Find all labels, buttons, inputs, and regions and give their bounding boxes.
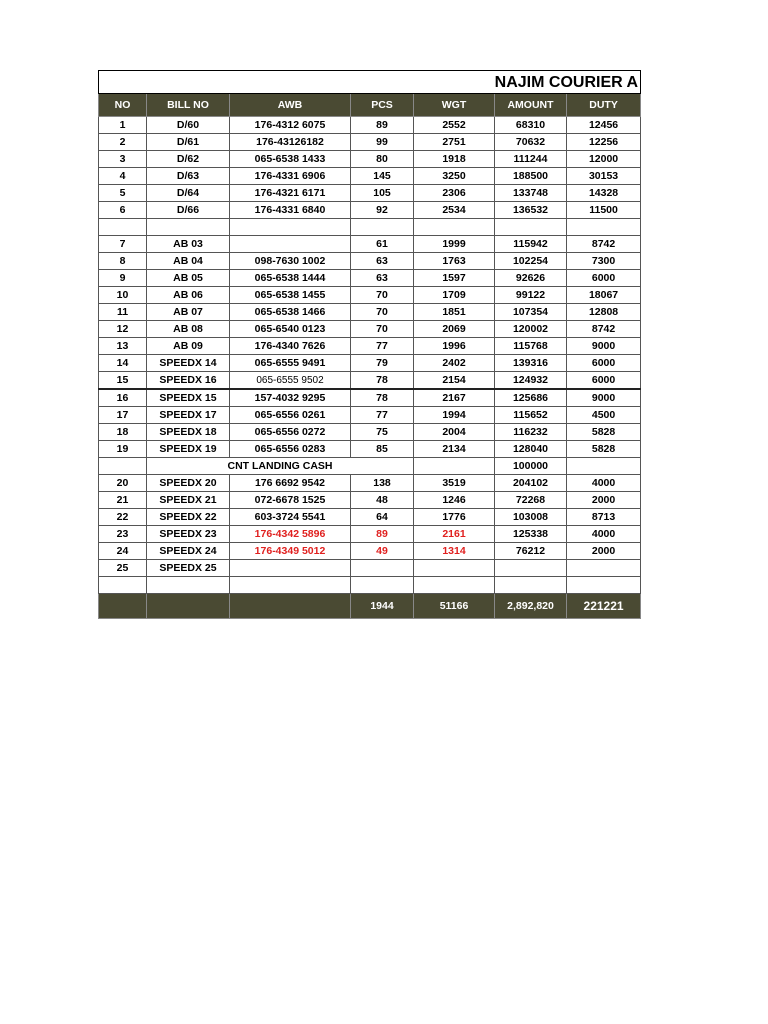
table-row <box>99 270 641 287</box>
total-cell-empty <box>147 594 230 619</box>
cell-awb: 157-4032 9295 <box>230 389 351 407</box>
cell-no: 5 <box>99 185 147 202</box>
table-row <box>99 338 641 355</box>
cell-bill-no: D/66 <box>147 202 230 219</box>
sheet-title: NAJIM COURIER A <box>99 71 641 94</box>
cell-wgt: 1709 <box>414 287 495 304</box>
cell-no: 15 <box>99 372 147 390</box>
table-row <box>99 355 641 372</box>
cell-pcs: 70 <box>351 287 414 304</box>
cell-wgt: 2161 <box>414 526 495 543</box>
cell-wgt <box>414 560 495 577</box>
cell-pcs: 80 <box>351 151 414 168</box>
cell-duty: 4500 <box>567 407 641 424</box>
cell-awb: 176-4321 6171 <box>230 185 351 202</box>
empty-cell <box>567 219 641 236</box>
cell-duty: 12456 <box>567 117 641 134</box>
table-row <box>99 407 641 424</box>
cell-bill-no: D/64 <box>147 185 230 202</box>
cell-no: 9 <box>99 270 147 287</box>
cell-awb: 065-6538 1444 <box>230 270 351 287</box>
cell-wgt: 1999 <box>414 236 495 253</box>
cell-pcs: 77 <box>351 407 414 424</box>
cell-amount <box>495 560 567 577</box>
table-row <box>99 492 641 509</box>
cell-awb: 176-43126182 <box>230 134 351 151</box>
cell-wgt: 1918 <box>414 151 495 168</box>
header-awb: AWB <box>230 94 351 117</box>
table-row <box>99 287 641 304</box>
cell-wgt: 2069 <box>414 321 495 338</box>
cell-awb: 176 6692 9542 <box>230 475 351 492</box>
cell-amount: 103008 <box>495 509 567 526</box>
empty-cell <box>414 577 495 594</box>
table-row <box>99 134 641 151</box>
empty-cell <box>414 458 495 475</box>
cell-no: 13 <box>99 338 147 355</box>
cell-no: 24 <box>99 543 147 560</box>
cell-no: 11 <box>99 304 147 321</box>
cell-wgt: 2134 <box>414 441 495 458</box>
cell-wgt: 2004 <box>414 424 495 441</box>
cash-amount: 100000 <box>495 458 567 475</box>
cell-no: 19 <box>99 441 147 458</box>
cell-wgt: 2402 <box>414 355 495 372</box>
cell-amount: 116232 <box>495 424 567 441</box>
table-row <box>99 219 641 236</box>
cell-no: 21 <box>99 492 147 509</box>
cell-awb: 065-6538 1466 <box>230 304 351 321</box>
cell-no: 14 <box>99 355 147 372</box>
empty-cell <box>99 577 147 594</box>
cell-pcs: 61 <box>351 236 414 253</box>
cell-duty: 8713 <box>567 509 641 526</box>
cell-no: 16 <box>99 389 147 407</box>
cell-amount: 188500 <box>495 168 567 185</box>
cell-amount: 120002 <box>495 321 567 338</box>
cell-wgt: 1776 <box>414 509 495 526</box>
table-row <box>99 509 641 526</box>
cell-no: 10 <box>99 287 147 304</box>
cell-bill-no: SPEEDX 20 <box>147 475 230 492</box>
header-pcs: PCS <box>351 94 414 117</box>
cell-wgt: 3519 <box>414 475 495 492</box>
cell-awb: 603-3724 5541 <box>230 509 351 526</box>
cell-duty: 6000 <box>567 355 641 372</box>
cell-bill-no: SPEEDX 15 <box>147 389 230 407</box>
total-wgt: 51166 <box>414 594 495 619</box>
totals-row <box>99 594 641 619</box>
table-row <box>99 441 641 458</box>
table-row <box>99 168 641 185</box>
empty-cell <box>495 577 567 594</box>
cell-no: 12 <box>99 321 147 338</box>
cell-duty: 9000 <box>567 389 641 407</box>
cell-wgt: 1597 <box>414 270 495 287</box>
cell-no: 22 <box>99 509 147 526</box>
cell-amount: 72268 <box>495 492 567 509</box>
cell-awb: 065-6538 1455 <box>230 287 351 304</box>
cell-pcs: 89 <box>351 526 414 543</box>
cell-wgt: 2306 <box>414 185 495 202</box>
cell-no: 23 <box>99 526 147 543</box>
cell-wgt: 2167 <box>414 389 495 407</box>
table-row <box>99 475 641 492</box>
cell-duty: 4000 <box>567 526 641 543</box>
cell-pcs: 49 <box>351 543 414 560</box>
cell-pcs: 63 <box>351 270 414 287</box>
table-row <box>99 304 641 321</box>
cell-no: 8 <box>99 253 147 270</box>
cell-no: 1 <box>99 117 147 134</box>
cell-bill-no: D/62 <box>147 151 230 168</box>
empty-cell <box>99 458 147 475</box>
cell-duty: 2000 <box>567 543 641 560</box>
cell-awb: 176-4331 6906 <box>230 168 351 185</box>
table-row <box>99 526 641 543</box>
header-amount: AMOUNT <box>495 94 567 117</box>
cell-amount: 70632 <box>495 134 567 151</box>
empty-cell <box>147 577 230 594</box>
header-row <box>99 94 641 117</box>
cell-awb: 176-4312 6075 <box>230 117 351 134</box>
cell-awb: 065-6540 0123 <box>230 321 351 338</box>
cell-duty: 12808 <box>567 304 641 321</box>
cell-amount: 133748 <box>495 185 567 202</box>
table-row <box>99 151 641 168</box>
empty-cell <box>230 577 351 594</box>
cell-awb: 065-6556 0283 <box>230 441 351 458</box>
cell-awb: 065-6556 0272 <box>230 424 351 441</box>
cell-bill-no: D/61 <box>147 134 230 151</box>
cell-pcs: 99 <box>351 134 414 151</box>
cell-wgt: 1994 <box>414 407 495 424</box>
cell-duty: 7300 <box>567 253 641 270</box>
cell-bill-no: AB 09 <box>147 338 230 355</box>
cell-no: 3 <box>99 151 147 168</box>
cell-pcs: 78 <box>351 372 414 390</box>
cell-awb: 065-6556 0261 <box>230 407 351 424</box>
cell-awb: 176-4331 6840 <box>230 202 351 219</box>
cell-duty: 4000 <box>567 475 641 492</box>
cell-bill-no: SPEEDX 18 <box>147 424 230 441</box>
cell-amount: 125338 <box>495 526 567 543</box>
cell-pcs: 75 <box>351 424 414 441</box>
table-row <box>99 185 641 202</box>
cell-amount: 115652 <box>495 407 567 424</box>
courier-table <box>98 70 641 619</box>
cell-bill-no: SPEEDX 16 <box>147 372 230 390</box>
cell-amount: 125686 <box>495 389 567 407</box>
cell-bill-no: AB 05 <box>147 270 230 287</box>
cell-amount: 136532 <box>495 202 567 219</box>
cell-amount: 68310 <box>495 117 567 134</box>
cell-duty <box>567 560 641 577</box>
cell-amount: 99122 <box>495 287 567 304</box>
cell-pcs: 138 <box>351 475 414 492</box>
cell-awb: 176-4340 7626 <box>230 338 351 355</box>
cash-label: CNT LANDING CASH <box>147 458 414 475</box>
table-row <box>99 253 641 270</box>
cell-no: 7 <box>99 236 147 253</box>
cell-amount: 124932 <box>495 372 567 390</box>
cell-no: 20 <box>99 475 147 492</box>
cell-bill-no: AB 04 <box>147 253 230 270</box>
cell-awb: 065-6538 1433 <box>230 151 351 168</box>
total-amount: 2,892,820 <box>495 594 567 619</box>
cell-wgt: 1246 <box>414 492 495 509</box>
table-row <box>99 389 641 407</box>
cell-wgt: 2534 <box>414 202 495 219</box>
cell-duty: 11500 <box>567 202 641 219</box>
cell-amount: 128040 <box>495 441 567 458</box>
table-row <box>99 117 641 134</box>
cell-pcs: 105 <box>351 185 414 202</box>
cell-awb: 098-7630 1002 <box>230 253 351 270</box>
cell-amount: 204102 <box>495 475 567 492</box>
empty-cell <box>351 577 414 594</box>
cell-pcs: 64 <box>351 509 414 526</box>
cell-wgt: 1996 <box>414 338 495 355</box>
cell-pcs: 48 <box>351 492 414 509</box>
empty-cell <box>147 219 230 236</box>
table-row <box>99 372 641 390</box>
title-row <box>99 71 641 94</box>
cell-bill-no: AB 06 <box>147 287 230 304</box>
cell-bill-no: AB 03 <box>147 236 230 253</box>
cell-awb: 065-6555 9502 <box>230 372 351 390</box>
cell-pcs: 77 <box>351 338 414 355</box>
cell-bill-no: SPEEDX 25 <box>147 560 230 577</box>
cell-awb <box>230 560 351 577</box>
cell-pcs: 79 <box>351 355 414 372</box>
table-row <box>99 577 641 594</box>
cell-duty: 30153 <box>567 168 641 185</box>
empty-cell <box>567 458 641 475</box>
cell-bill-no: SPEEDX 24 <box>147 543 230 560</box>
header-no: NO <box>99 94 147 117</box>
empty-cell <box>414 219 495 236</box>
cell-no: 18 <box>99 424 147 441</box>
table-row <box>99 543 641 560</box>
cell-wgt: 1314 <box>414 543 495 560</box>
cell-pcs: 63 <box>351 253 414 270</box>
cell-duty: 6000 <box>567 372 641 390</box>
cell-no: 17 <box>99 407 147 424</box>
table-body <box>99 117 641 594</box>
table-row <box>99 424 641 441</box>
cell-duty: 12256 <box>567 134 641 151</box>
cell-amount: 115942 <box>495 236 567 253</box>
cell-amount: 76212 <box>495 543 567 560</box>
cell-duty: 6000 <box>567 270 641 287</box>
cell-pcs: 92 <box>351 202 414 219</box>
cell-amount: 115768 <box>495 338 567 355</box>
cell-bill-no: AB 08 <box>147 321 230 338</box>
cell-wgt: 2552 <box>414 117 495 134</box>
total-cell-empty <box>99 594 147 619</box>
cell-wgt: 2751 <box>414 134 495 151</box>
cell-bill-no: SPEEDX 17 <box>147 407 230 424</box>
cell-pcs: 89 <box>351 117 414 134</box>
empty-cell <box>567 577 641 594</box>
cell-bill-no: SPEEDX 21 <box>147 492 230 509</box>
cell-amount: 92626 <box>495 270 567 287</box>
cell-amount: 111244 <box>495 151 567 168</box>
empty-cell <box>495 219 567 236</box>
total-cell-empty <box>230 594 351 619</box>
header-duty: DUTY <box>567 94 641 117</box>
cell-duty: 8742 <box>567 321 641 338</box>
empty-cell <box>99 219 147 236</box>
cell-bill-no: SPEEDX 22 <box>147 509 230 526</box>
table-row <box>99 458 641 475</box>
cell-bill-no: AB 07 <box>147 304 230 321</box>
table-row <box>99 236 641 253</box>
cell-wgt: 3250 <box>414 168 495 185</box>
cell-wgt: 2154 <box>414 372 495 390</box>
table-row <box>99 321 641 338</box>
cell-duty: 5828 <box>567 441 641 458</box>
cell-wgt: 1763 <box>414 253 495 270</box>
cell-duty: 14328 <box>567 185 641 202</box>
table-row <box>99 202 641 219</box>
cell-duty: 8742 <box>567 236 641 253</box>
cell-amount: 102254 <box>495 253 567 270</box>
cell-pcs: 85 <box>351 441 414 458</box>
cell-awb: 072-6678 1525 <box>230 492 351 509</box>
header-wgt: WGT <box>414 94 495 117</box>
cell-pcs: 78 <box>351 389 414 407</box>
total-pcs: 1944 <box>351 594 414 619</box>
empty-cell <box>230 219 351 236</box>
cell-no: 25 <box>99 560 147 577</box>
cell-pcs: 70 <box>351 321 414 338</box>
cell-bill-no: SPEEDX 19 <box>147 441 230 458</box>
cell-awb: 065-6555 9491 <box>230 355 351 372</box>
header-bill-no: BILL NO <box>147 94 230 117</box>
cell-duty: 2000 <box>567 492 641 509</box>
cell-pcs: 70 <box>351 304 414 321</box>
cell-awb: 176-4349 5012 <box>230 543 351 560</box>
cell-awb <box>230 236 351 253</box>
cell-no: 6 <box>99 202 147 219</box>
cell-duty: 5828 <box>567 424 641 441</box>
cell-duty: 9000 <box>567 338 641 355</box>
cell-awb: 176-4342 5896 <box>230 526 351 543</box>
cell-amount: 139316 <box>495 355 567 372</box>
cell-wgt: 1851 <box>414 304 495 321</box>
cell-no: 4 <box>99 168 147 185</box>
cell-bill-no: SPEEDX 23 <box>147 526 230 543</box>
cell-bill-no: D/60 <box>147 117 230 134</box>
table-row <box>99 560 641 577</box>
empty-cell <box>351 219 414 236</box>
cell-bill-no: SPEEDX 14 <box>147 355 230 372</box>
cell-no: 2 <box>99 134 147 151</box>
cell-pcs <box>351 560 414 577</box>
cell-duty: 12000 <box>567 151 641 168</box>
cell-bill-no: D/63 <box>147 168 230 185</box>
cell-pcs: 145 <box>351 168 414 185</box>
total-duty: 221221 <box>567 594 641 619</box>
cell-duty: 18067 <box>567 287 641 304</box>
cell-amount: 107354 <box>495 304 567 321</box>
